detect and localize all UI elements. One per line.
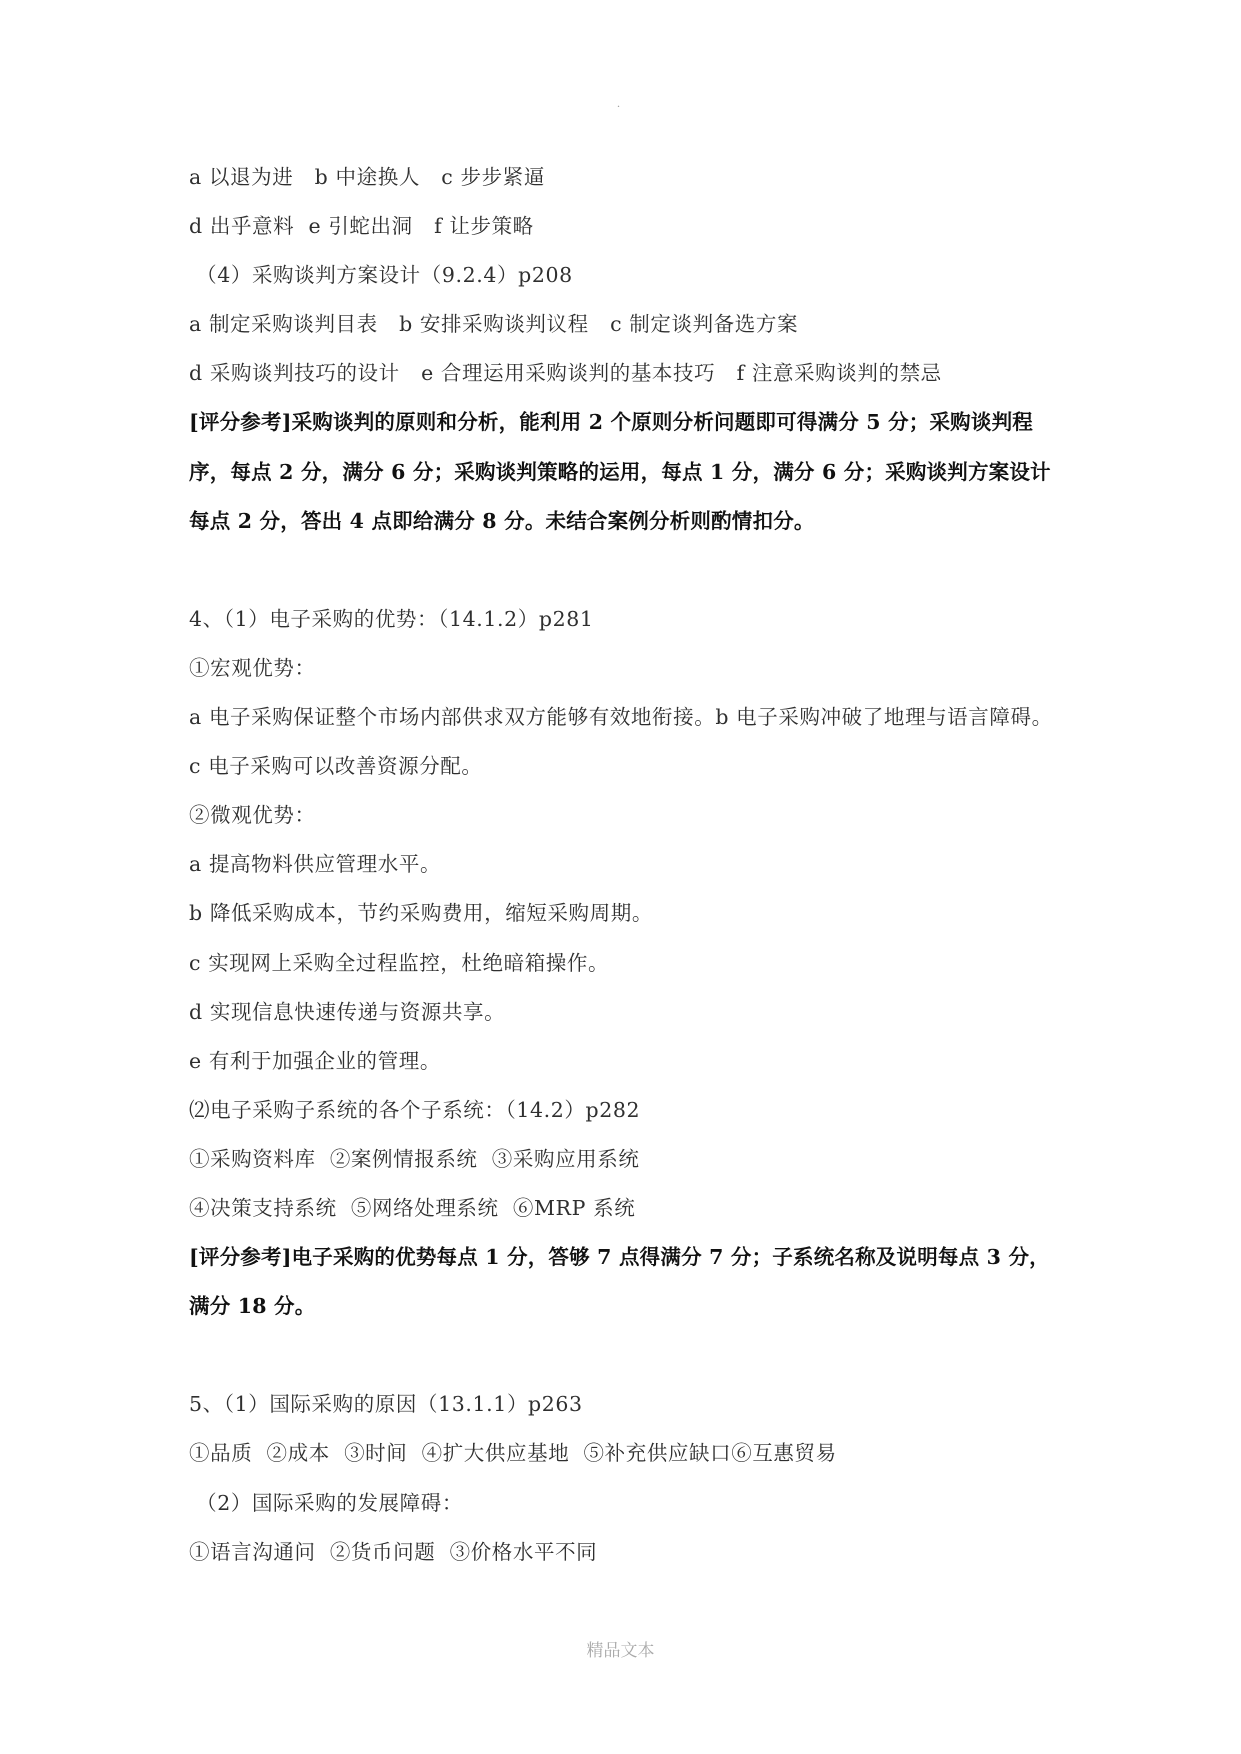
text-line: d 出乎意料 e 引蛇出洞 f 让步策略 bbox=[189, 214, 534, 239]
subheading: ①宏观优势： bbox=[189, 655, 316, 680]
text-line: a 电子采购保证整个市场内部供求双方能够有效地衔接。b 电子采购冲破了地理与语言障碍。 bbox=[189, 705, 1053, 730]
subheading: ②微观优势： bbox=[189, 803, 316, 828]
text-line: ①品质 ②成本 ③时间 ④扩大供应基地 ⑤补充供应缺口⑥互惠贸易 bbox=[189, 1441, 837, 1466]
text-line: d 采购谈判技巧的设计 e 合理运用采购谈判的基本技巧 f 注意采购谈判的禁忌 bbox=[189, 361, 942, 386]
text-line: c 实现网上采购全过程监控，杜绝暗箱操作。 bbox=[189, 950, 610, 975]
scoring-note-line: [评分参考]电子采购的优势每点 1 分，答够 7 点得满分 7 分；子系统名称及说明每点 3 分， bbox=[189, 1245, 1050, 1270]
subheading: （2）国际采购的发展障碍： bbox=[189, 1490, 463, 1515]
text-line: ①语言沟通问 ②货币问题 ③价格水平不同 bbox=[189, 1539, 598, 1564]
text-line: ①采购资料库 ②案例情报系统 ③采购应用系统 bbox=[189, 1146, 640, 1171]
scoring-note-line: 满分 18 分。 bbox=[189, 1294, 316, 1319]
page-top-mark: . bbox=[617, 96, 620, 110]
page-footer: 精品文本 bbox=[586, 1641, 655, 1661]
scoring-note-line: 每点 2 分，答出 4 点即给满分 8 分。未结合案例分析则酌情扣分。 bbox=[189, 508, 815, 533]
blank-line bbox=[189, 546, 1089, 595]
text-line: ④决策支持系统 ⑤网络处理系统 ⑥MRP 系统 bbox=[189, 1195, 636, 1220]
section-heading: ⑵电子采购子系统的各个子系统：（14.2）p282 bbox=[189, 1097, 641, 1122]
text-line: a 以退为进 b 中途换人 c 步步紧逼 bbox=[189, 165, 545, 189]
text-line: a 提高物料供应管理水平。 bbox=[189, 852, 442, 877]
text-line: e 有利于加强企业的管理。 bbox=[189, 1048, 441, 1073]
scoring-note-line: 序，每点 2 分，满分 6 分；采购谈判策略的运用，每点 1 分，满分 6 分；采购谈判方案设计 bbox=[189, 459, 1051, 484]
blank-line bbox=[189, 1331, 1089, 1380]
scoring-note-line: [评分参考]采购谈判的原则和分析，能利用 2 个原则分析问题即可得满分 5 分；采购谈判程 bbox=[189, 410, 1033, 435]
section-heading: 4、（1）电子采购的优势：（14.1.2）p281 bbox=[189, 606, 594, 631]
section-heading: （4）采购谈判方案设计（9.2.4）p208 bbox=[189, 263, 573, 288]
text-line: b 降低采购成本，节约采购费用，缩短采购周期。 bbox=[189, 901, 653, 926]
section-heading: 5、（1）国际采购的原因（13.1.1）p263 bbox=[189, 1392, 583, 1417]
document-body bbox=[189, 153, 1089, 1577]
text-line: c 电子采购可以改善资源分配。 bbox=[189, 754, 483, 779]
text-line: a 制定采购谈判目表 b 安排采购谈判议程 c 制定谈判备选方案 bbox=[189, 312, 799, 337]
text-line: d 实现信息快速传递与资源共享。 bbox=[189, 999, 506, 1024]
